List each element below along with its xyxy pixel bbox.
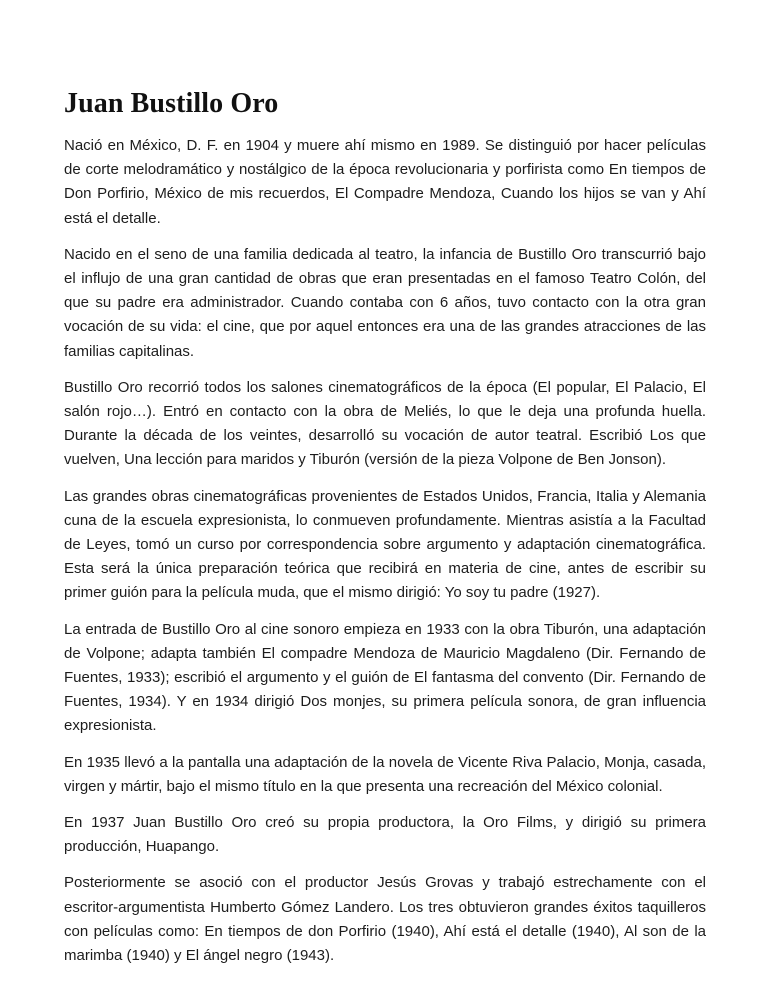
paragraph-4: Las grandes obras cinematográficas provenientes de Estados Unidos, Francia, Italia y Alemania cuna de la escuela expresionista, lo conmueven profundamente. Mientras asistía a la Facultad de Leyes, tomó un curso por correspondencia sobre argumento y adaptación cinematográfica. Esta será la única preparación teórica que recibirá en materia de cine, antes de escribir su primer guión para la película muda, que el mismo dirigió: Yo soy tu padre (1927). — [64, 487, 706, 602]
page-title: Juan Bustillo Oro — [64, 88, 279, 119]
paragraph-8: Posteriormente se asoció con el productor Jesús Grovas y trabajó estrechamente con el escritor-argumentista Humberto Gómez Landero. Los tres obtuvieron grandes éxitos taquilleros con películas como: En tiempos de don Porfirio (1940), Ahí está el detalle (1940), Al son de la marimba (1940) y El ángel negro (1943). — [64, 874, 706, 965]
paragraph-5: La entrada de Bustillo Oro al cine sonoro empieza en 1933 con la obra Tiburón, una adaptación de Volpone; adapta también El compadre Mendoza de Mauricio Magdaleno (Dir. Fernando de Fuentes, 1933); escribió el argumento y el guión de El fantasma del convento (Dir. Fernando de Fuentes, 1934). Y en 1934 dirigió Dos monjes, su primera película sonora, de gran influencia expresionista. — [64, 620, 706, 735]
paragraph-1: Nació en México, D. F. en 1904 y muere ahí mismo en 1989. Se distinguió por hacer películas de corte melodramático y nostálgico de la época revolucionaria y porfirista como En tiempos de Don Porfirio, México de mis recuerdos, El Compadre Mendoza, Cuando los hijos se van y Ahí está el detalle. — [64, 137, 706, 227]
paragraph-2: Nacido en el seno de una familia dedicada al teatro, la infancia de Bustillo Oro transcurrió bajo el influjo de una gran cantidad de obras que eran presentadas en el famoso Teatro Colón, del que su padre era administrador. Cuando contaba con 6 años, tuvo contacto con la otra gran vocación de su vida: el cine, que por aquel entonces era una de las grandes atracciones de las familias capitalinas. — [64, 245, 706, 360]
paragraph-3: Bustillo Oro recorrió todos los salones cinematográficos de la época (El popular, El Palacio, El salón rojo…). Entró en contacto con la obra de Meliés, lo que le deja una profunda huella. Durante la década de los veintes, desarrolló su vocación de autor teatral. Escribió Los que vuelven, Una lección para maridos y Tiburón (versión de la pieza Volpone de Ben Jonson). — [64, 378, 706, 469]
paragraph-6: En 1935 llevó a la pantalla una adaptación de la novela de Vicente Riva Palacio, Monja, casada, virgen y mártir, bajo el mismo título en la que presenta una recreación del México colonial. — [64, 753, 706, 795]
paragraph-7: En 1937 Juan Bustillo Oro creó su propia productora, la Oro Films, y dirigió su primera producción, Huapango. — [64, 814, 706, 856]
